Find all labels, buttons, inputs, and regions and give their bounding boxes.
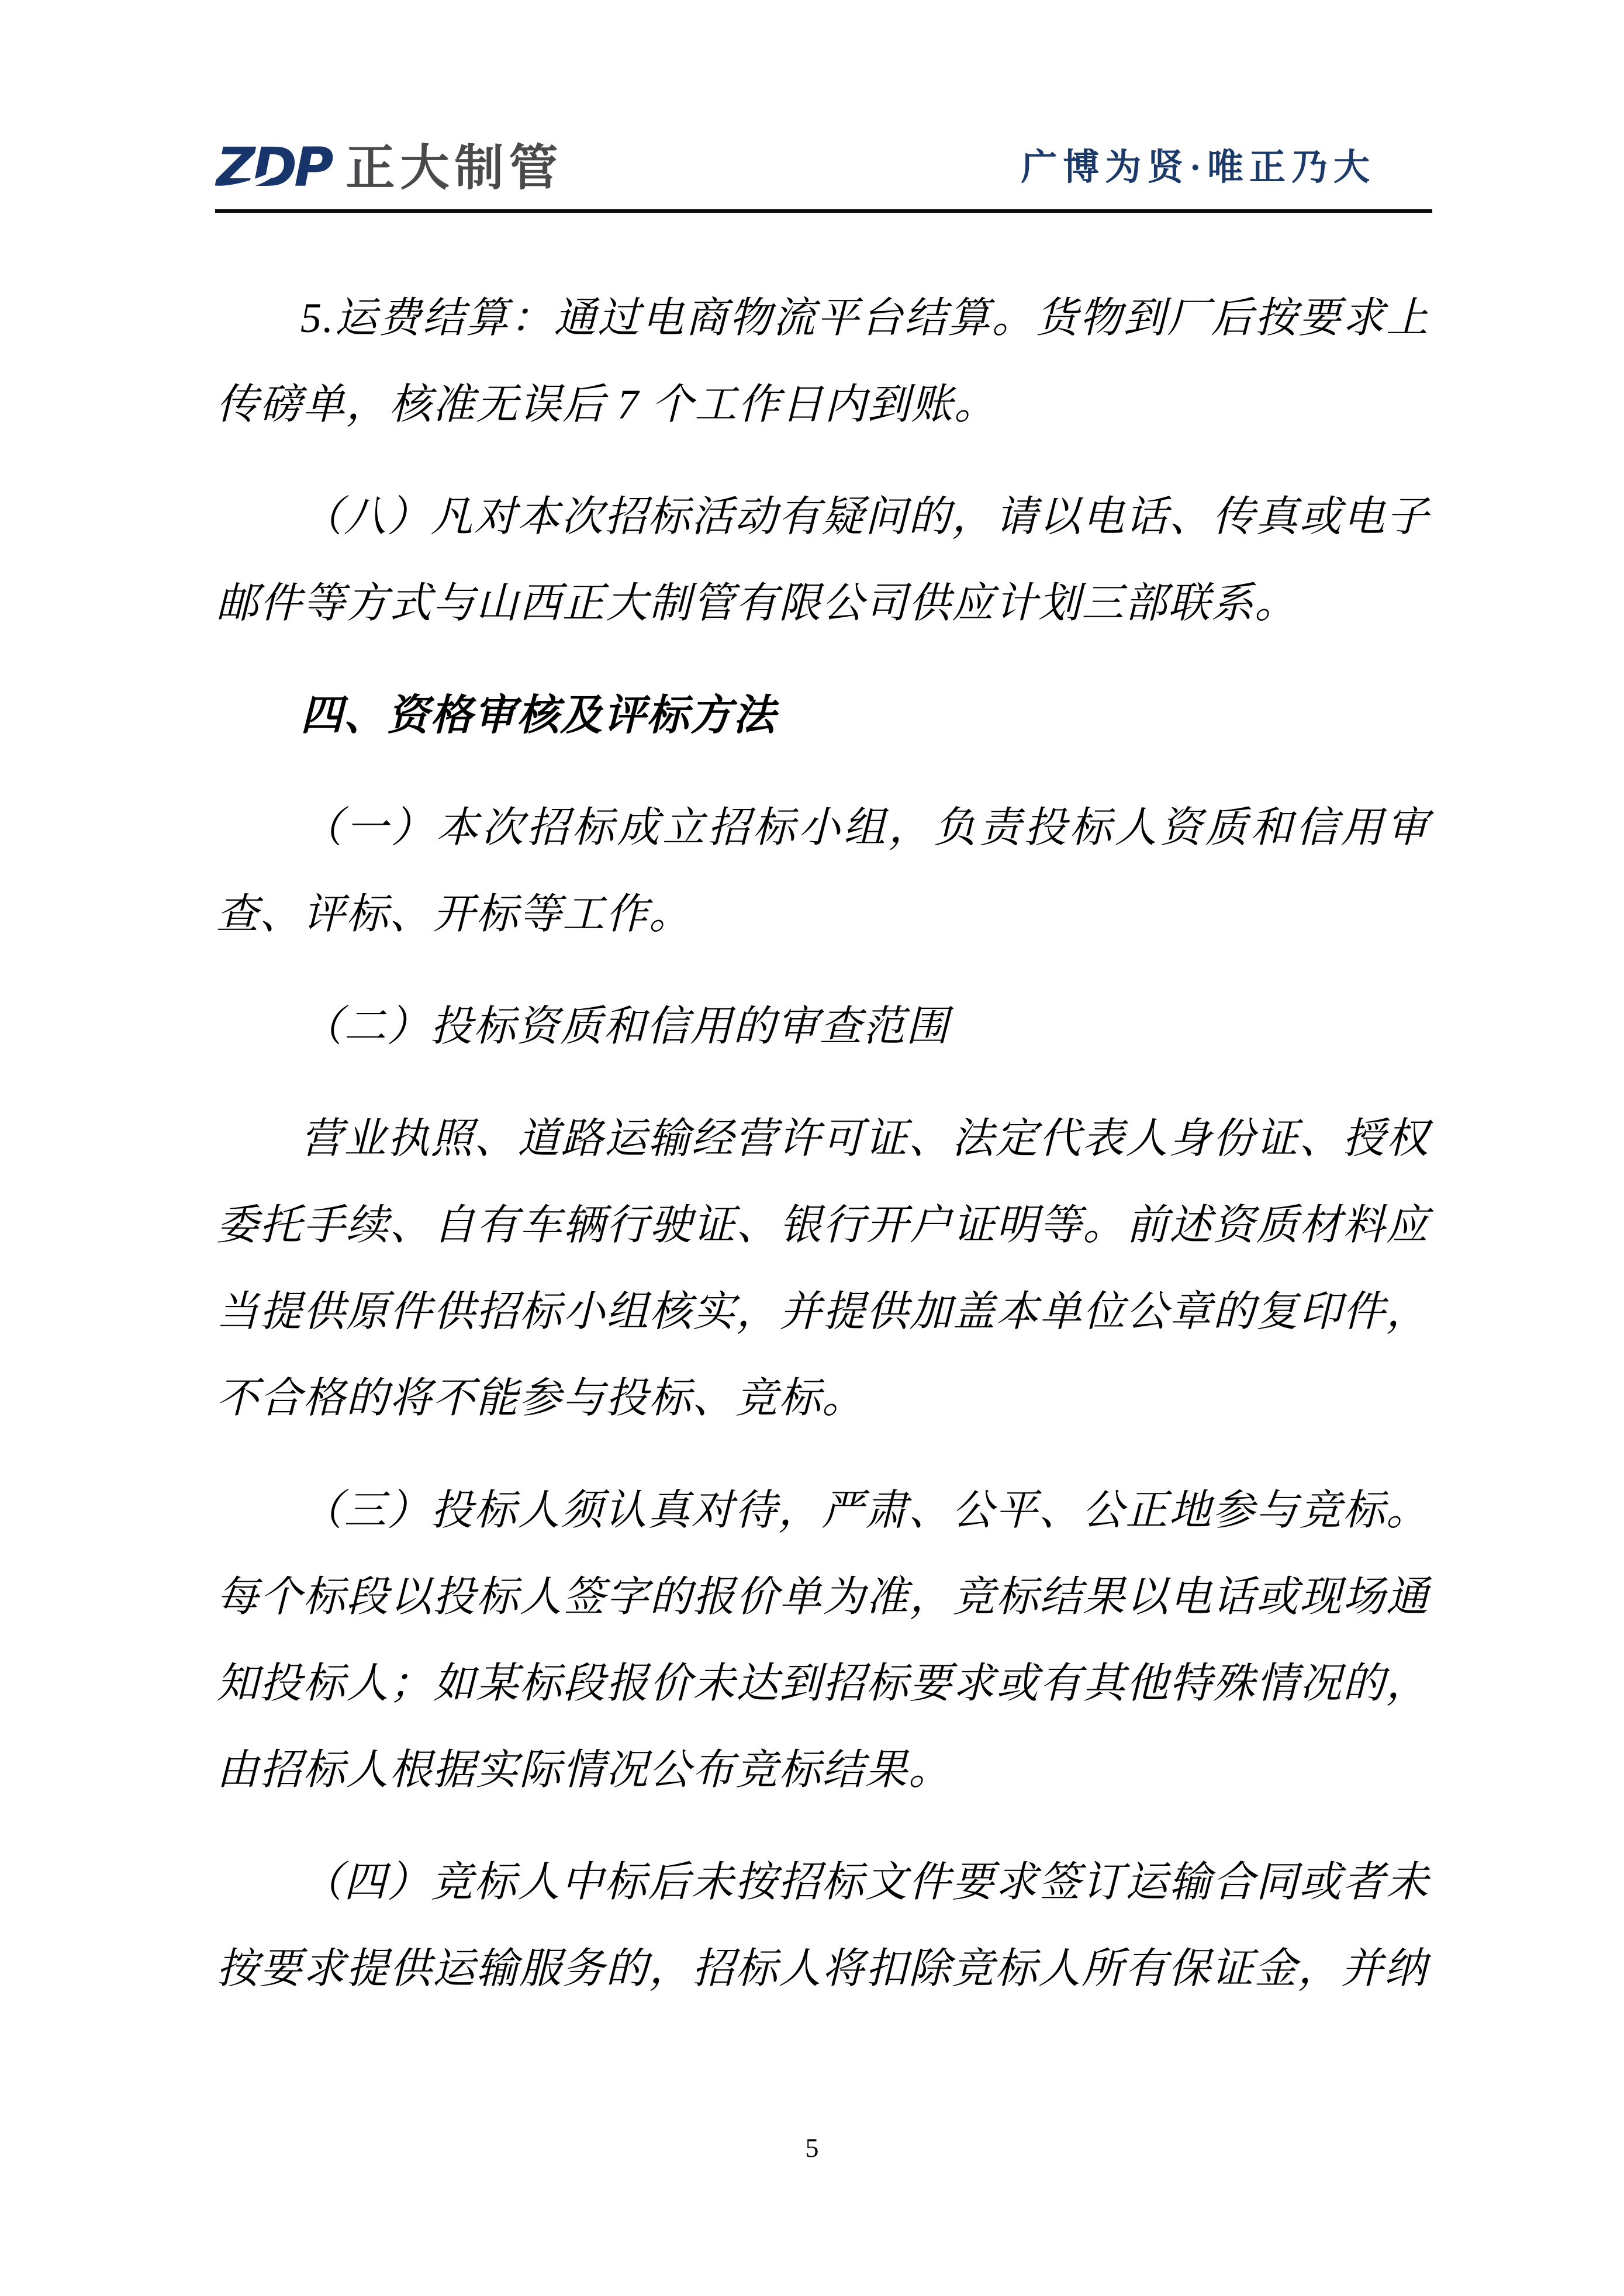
paragraph-review-scope-title: （二）投标资质和信用的审查范围 [300, 1003, 950, 1050]
section-heading-qualification-review: 四、资格审核及评标方法 [300, 692, 777, 739]
page-number: 5 [805, 2133, 819, 2163]
page-header [216, 133, 1429, 202]
paragraph-contact-info: （八）凡对本次招标活动有疑问的，请以电话、传真或电子邮件等方式与山西正大制管有限公司供应计划三部联系。 [216, 493, 1429, 627]
header-divider-line [215, 209, 1432, 213]
paragraph-breach-penalty: （四）竞标人中标后未按招标文件要求签订运输合同或者未按要求提供运输服务的，招标人将扣除竞标人所有保证金，并纳 [216, 1859, 1429, 1992]
paragraph-bidding-conduct: （三）投标人须认真对待，严肃、公平、公正地参与竞标。每个标段以投标人签字的报价单为准，竞标结果以电话或现场通知投标人；如某标段报价未达到招标要求或有其他特殊情况的，由招标人根据实际情况公布竞标结果。 [216, 1487, 1429, 1793]
paragraph-bid-group: （一）本次招标成立招标小组，负责投标人资质和信用审查、评标、开标等工作。 [216, 804, 1429, 938]
company-name-text: 正大制管 [345, 139, 564, 196]
paragraph-freight-settlement: 5.运费结算：通过电商物流平台结算。货物到厂后按要求上传磅单，核准无误后 7 个工作日内到账。 [216, 295, 1429, 428]
page-footer [0, 2132, 1624, 2163]
company-logo [216, 136, 564, 199]
paragraph-required-credentials: 营业执照、道路运输经营许可证、法定代表人身份证、授权委托手续、自有车辆行驶证、银行开户证明等。前述资质材料应当提供原件供招标小组核实，并提供加盖本单位公章的复印件，不合格的将不能参与投标、竞标。 [216, 1115, 1429, 1422]
company-slogan: 广博为贤·唯正乃大 [1021, 148, 1376, 188]
zdp-logo-text: ZDP [216, 136, 331, 199]
document-body [216, 275, 1429, 2012]
